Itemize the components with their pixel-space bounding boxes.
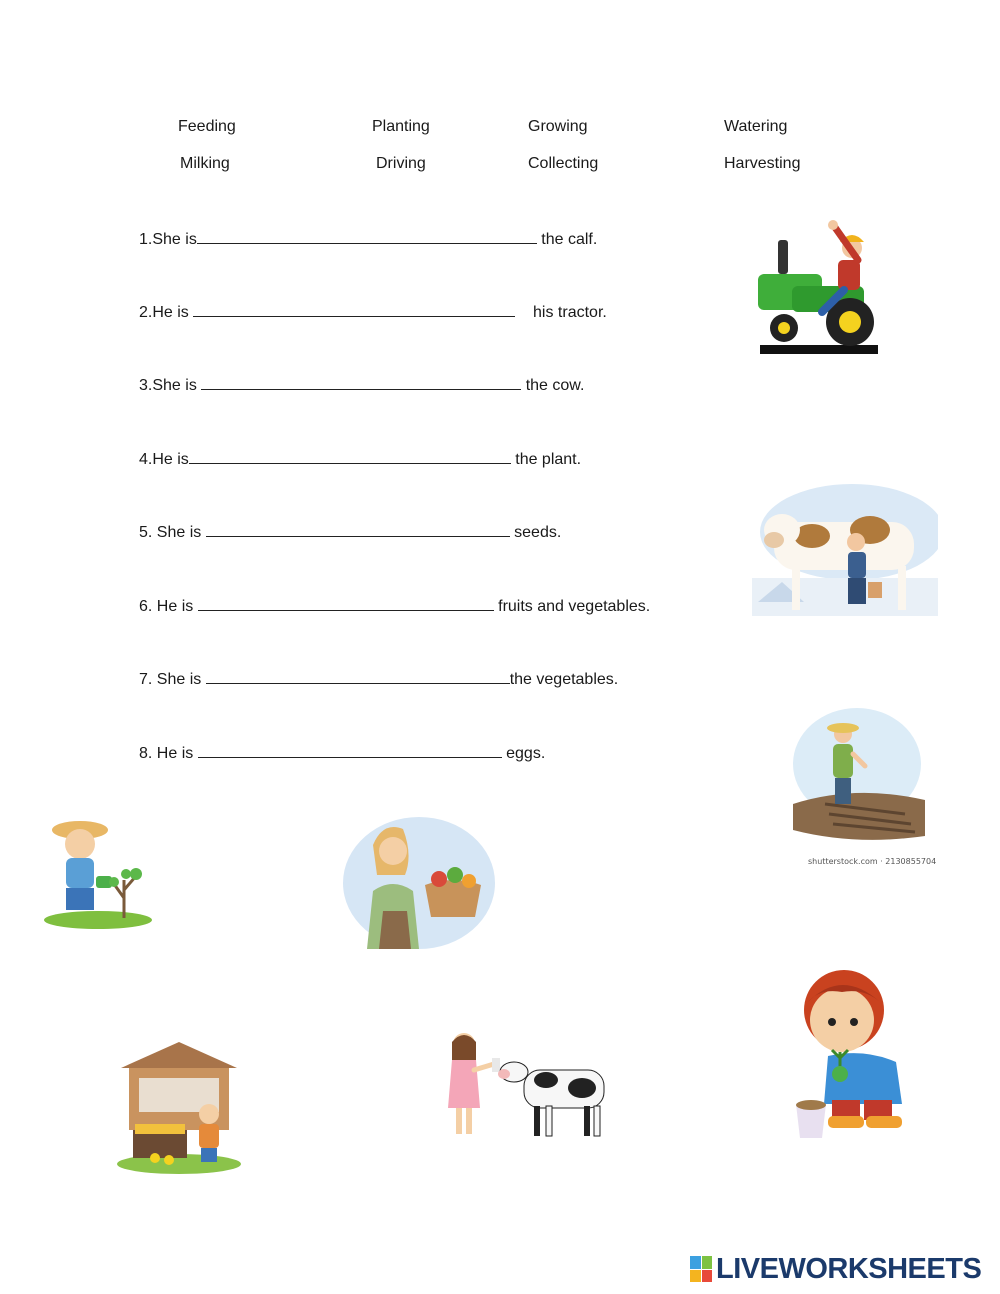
boy-collecting-eggs-illustration <box>115 1040 243 1176</box>
sentence-3 <box>139 375 584 395</box>
girl-feeding-calf-illustration <box>446 1030 610 1142</box>
answer-blank-7[interactable] <box>206 669 510 684</box>
sentence-5-end: seeds. <box>509 524 562 541</box>
logo-text: LIVEWORKSHEETS <box>716 1252 982 1285</box>
answer-blank-3[interactable] <box>201 375 521 390</box>
woman-milking-cow-illustration <box>752 482 938 616</box>
logo-mark-icon <box>690 1256 712 1282</box>
sentence-7-start: 7. She is <box>139 671 206 688</box>
word-collecting: Collecting <box>528 155 599 172</box>
stock-image-caption: shutterstock.com · 2130855704 <box>808 857 937 866</box>
answer-blank-1[interactable] <box>197 229 537 244</box>
sentence-6-start: 6. He is <box>139 598 198 615</box>
sentence-8-end: eggs. <box>501 745 546 762</box>
sentence-1-start: 1.She is <box>139 231 197 248</box>
sentence-8-start: 8. He is <box>139 745 198 762</box>
sentence-2-start: 2.He is <box>139 304 194 321</box>
woman-sowing-seeds-illustration <box>785 704 927 846</box>
sentence-8 <box>139 743 545 763</box>
word-milking: Milking <box>180 155 230 172</box>
answer-blank-4[interactable] <box>189 449 511 464</box>
sentence-3-start: 3.She is <box>139 377 202 394</box>
woman-harvest-basket-illustration <box>343 815 495 949</box>
answer-blank-6[interactable] <box>198 596 494 611</box>
sentence-2 <box>139 302 607 322</box>
word-harvesting: Harvesting <box>724 155 801 172</box>
word-feeding: Feeding <box>178 118 236 135</box>
sentence-1 <box>139 229 597 249</box>
word-driving: Driving <box>376 155 426 172</box>
answer-blank-5[interactable] <box>206 522 510 537</box>
answer-blank-2[interactable] <box>193 302 515 317</box>
sentence-7 <box>139 669 618 689</box>
answer-blank-8[interactable] <box>198 743 502 758</box>
sentence-5-start: 5. She is <box>139 524 206 541</box>
sentence-5 <box>139 522 561 542</box>
sentence-4-start: 4.He is <box>139 451 189 468</box>
word-watering: Watering <box>724 118 788 135</box>
word-growing: Growing <box>528 118 588 135</box>
word-planting: Planting <box>372 118 430 135</box>
sentence-1-end: the calf. <box>536 231 598 248</box>
farmer-tractor-illustration <box>752 216 882 358</box>
boy-watering-plant-illustration <box>42 818 154 930</box>
boy-planting-seedling-illustration <box>784 962 910 1142</box>
sentence-6 <box>139 596 650 616</box>
sentence-6-end: fruits and vegetables. <box>493 598 651 615</box>
sentence-2-end: his tractor. <box>515 304 607 321</box>
sentence-7-end: the vegetables. <box>509 671 619 688</box>
sentence-4 <box>139 449 581 469</box>
liveworksheets-logo <box>690 1252 990 1286</box>
sentence-3-end: the cow. <box>521 377 585 394</box>
sentence-4-end: the plant. <box>510 451 582 468</box>
